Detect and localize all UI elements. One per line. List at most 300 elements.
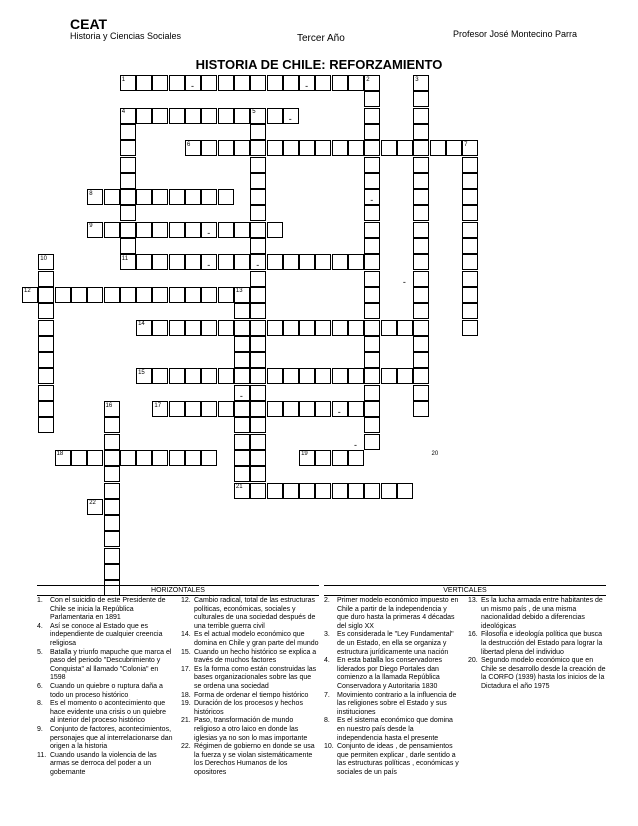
clue-number: 8 [89, 190, 93, 197]
crossword-cell[interactable] [104, 564, 120, 580]
crossword-cell[interactable] [250, 450, 266, 466]
crossword-cell[interactable] [104, 515, 120, 531]
crossword-cell[interactable] [462, 222, 478, 238]
crossword-cell[interactable] [169, 189, 185, 205]
word-separator: - [354, 439, 357, 450]
clue-item-number: 20. [468, 657, 478, 665]
crossword-cell[interactable] [120, 173, 136, 189]
crossword-cell[interactable] [283, 140, 299, 156]
crossword-cell[interactable] [218, 140, 234, 156]
crossword-cell[interactable] [104, 417, 120, 433]
crossword-cell[interactable] [201, 401, 217, 417]
crossword-cell[interactable] [267, 254, 283, 270]
crossword-cell[interactable] [364, 205, 380, 221]
crossword-cell[interactable] [250, 238, 266, 254]
crossword-cell[interactable] [283, 368, 299, 384]
crossword-cell[interactable] [364, 320, 380, 336]
crossword-cell[interactable] [234, 75, 250, 91]
crossword-cell[interactable] [267, 401, 283, 417]
crossword-cell[interactable] [218, 108, 234, 124]
crossword-cell[interactable] [185, 189, 201, 205]
crossword-cell[interactable] [120, 157, 136, 173]
crossword-cell[interactable] [38, 320, 54, 336]
word-separator: - [207, 260, 211, 271]
crossword-cell[interactable] [364, 222, 380, 238]
crossword-cell[interactable] [38, 336, 54, 352]
crossword-cell[interactable] [413, 320, 429, 336]
crossword-cell[interactable] [136, 450, 152, 466]
crossword-cell[interactable] [104, 222, 120, 238]
clue-number: 3 [415, 76, 419, 83]
clue-item-text: Filosofía e ideología política que busca la destrucción del Estado para lograr la libertad plena del individuo [481, 631, 603, 656]
clue-number: 12 [24, 288, 31, 295]
crossword-cell[interactable] [299, 368, 315, 384]
crossword-cell[interactable] [413, 401, 429, 417]
crossword-cell[interactable] [201, 189, 217, 205]
crossword-cell[interactable] [413, 173, 429, 189]
vertical-clues-header: VERTICALES [324, 585, 606, 596]
crossword-cell[interactable] [397, 368, 413, 384]
vertical-clues-column-1 [324, 597, 460, 777]
crossword-cell[interactable] [413, 140, 429, 156]
crossword-cell[interactable] [169, 368, 185, 384]
crossword-cell[interactable] [234, 140, 250, 156]
crossword-cell[interactable] [348, 401, 364, 417]
clue-item [181, 700, 319, 717]
clue-item-number: 8. [324, 717, 330, 725]
crossword-cell[interactable] [364, 417, 380, 433]
crossword-cell[interactable] [364, 140, 380, 156]
crossword-cell[interactable] [462, 205, 478, 221]
crossword-cell[interactable] [413, 368, 429, 384]
crossword-cell[interactable] [185, 320, 201, 336]
crossword-cell[interactable] [430, 140, 446, 156]
crossword-cell[interactable] [315, 140, 331, 156]
crossword-cell[interactable] [283, 320, 299, 336]
crossword-cell[interactable] [462, 271, 478, 287]
clue-item-number: 1. [37, 597, 43, 604]
clue-item-text: En esta batalla los conservadores liderados por Diego Portales dan comienzo a la llamada República Conservadora y Autoritaria 1830 [337, 657, 443, 690]
clue-item [181, 717, 319, 743]
word-separator: - [288, 113, 292, 124]
crossword-cell[interactable] [397, 483, 413, 499]
crossword-cell[interactable] [169, 450, 185, 466]
crossword-cell[interactable] [348, 320, 364, 336]
crossword-cell[interactable] [267, 483, 283, 499]
crossword-cell[interactable] [413, 108, 429, 124]
crossword-cell[interactable] [152, 108, 168, 124]
crossword-cell[interactable] [218, 189, 234, 205]
crossword-cell[interactable] [364, 238, 380, 254]
crossword-cell[interactable] [250, 352, 266, 368]
crossword-cell[interactable] [136, 189, 152, 205]
crossword-cell[interactable] [120, 124, 136, 140]
crossword-cell[interactable] [332, 483, 348, 499]
crossword-cell[interactable] [169, 108, 185, 124]
crossword-cell[interactable] [332, 75, 348, 91]
clue-item-text: Forma de ordenar el tiempo histórico [194, 691, 309, 699]
teacher-name: Profesor José Montecino Parra [453, 29, 578, 39]
clue-item-number: 4. [37, 622, 43, 630]
crossword-cell[interactable] [152, 254, 168, 270]
crossword-cell[interactable] [169, 254, 185, 270]
crossword-cell[interactable] [120, 450, 136, 466]
clue-number: 10 [40, 255, 47, 262]
clue-number: 1 [121, 76, 126, 83]
crossword-cell[interactable] [283, 254, 299, 270]
crossword-cell[interactable] [250, 189, 266, 205]
crossword-cell[interactable] [218, 287, 234, 303]
crossword-cell[interactable] [38, 385, 54, 401]
crossword-cell[interactable] [413, 352, 429, 368]
crossword-cell[interactable] [38, 417, 54, 433]
clue-item-number: 11. [37, 751, 47, 759]
crossword-cell[interactable] [364, 368, 380, 384]
crossword-cell[interactable] [169, 75, 185, 91]
crossword-cell[interactable] [201, 108, 217, 124]
crossword-cell[interactable] [250, 417, 266, 433]
crossword-cell[interactable] [55, 287, 71, 303]
crossword-cell[interactable] [234, 401, 250, 417]
crossword-cell[interactable] [218, 401, 234, 417]
clue-item [324, 692, 460, 718]
crossword-cell[interactable] [250, 205, 266, 221]
school-name: CEAT [70, 16, 108, 32]
clue-item-text: Con el suicidio de este Presidente de Chile se inicia la República Parlamentaria en 1891 [50, 597, 166, 622]
crossword-cell[interactable] [234, 108, 250, 124]
crossword-cell[interactable] [71, 450, 87, 466]
crossword-cell[interactable] [299, 401, 315, 417]
clue-item-number: 3. [324, 631, 330, 639]
crossword-cell[interactable] [104, 531, 120, 547]
crossword-cell[interactable] [267, 75, 283, 91]
clue-item [37, 649, 173, 683]
clue-number: 2 [366, 76, 370, 83]
crossword-cell[interactable] [283, 401, 299, 417]
crossword-cell[interactable] [250, 303, 266, 319]
crossword-cell[interactable] [299, 140, 315, 156]
crossword-cell[interactable] [136, 75, 152, 91]
crossword-cell[interactable] [104, 466, 120, 482]
crossword-cell[interactable] [120, 140, 136, 156]
crossword-cell[interactable] [136, 222, 152, 238]
crossword-cell[interactable] [201, 368, 217, 384]
crossword-cell[interactable] [364, 271, 380, 287]
crossword-cell[interactable] [267, 108, 283, 124]
crossword-cell[interactable] [381, 368, 397, 384]
crossword-cell[interactable] [413, 91, 429, 107]
clue-item-text: Paso, transformación de mundo religioso a otro laico en donde las iglesias ya no son lo mas importante [194, 717, 308, 742]
clue-item [37, 700, 173, 726]
crossword-cell[interactable] [136, 108, 152, 124]
crossword-cell[interactable] [234, 254, 250, 270]
crossword-cell[interactable] [185, 254, 201, 270]
crossword-cell[interactable] [250, 434, 266, 450]
crossword-cell[interactable] [218, 320, 234, 336]
crossword-cell[interactable] [120, 287, 136, 303]
crossword-cell[interactable] [413, 238, 429, 254]
crossword-cell[interactable] [234, 466, 250, 482]
clue-item-text: Segundo modelo económico que en Chile se desarrollo desde la creación de la CORFO (1939) hasta los inicios de la Dictadura el año 1975 [481, 657, 606, 690]
crossword-cell[interactable] [381, 483, 397, 499]
crossword-cell[interactable] [315, 450, 331, 466]
crossword-cell[interactable] [169, 401, 185, 417]
clue-item [324, 597, 460, 631]
crossword-cell[interactable] [234, 450, 250, 466]
crossword-cell[interactable] [364, 108, 380, 124]
crossword-cell[interactable] [315, 75, 331, 91]
crossword-cell[interactable] [201, 287, 217, 303]
clue-item-text: Cuando un quiebre o ruptura daña a todo un proceso histórico [50, 682, 163, 699]
crossword-cell[interactable] [267, 222, 283, 238]
crossword-cell[interactable] [120, 222, 136, 238]
crossword-cell[interactable] [348, 483, 364, 499]
clue-number: 6 [187, 141, 191, 148]
clue-item-text: Es la lucha armada entre habitantes de un mismo país , de una misma nacionalidad debido a diferencias ideológicas [481, 597, 603, 630]
crossword-cell[interactable] [201, 450, 217, 466]
crossword-cell[interactable] [152, 450, 168, 466]
crossword-cell[interactable] [364, 254, 380, 270]
crossword-cell[interactable] [104, 189, 120, 205]
crossword-cell[interactable] [397, 320, 413, 336]
clue-item [324, 717, 460, 743]
crossword-cell[interactable] [348, 254, 364, 270]
clue-number: 4 [121, 109, 126, 116]
crossword-cell[interactable] [250, 140, 266, 156]
crossword-cell[interactable] [234, 368, 250, 384]
crossword-cell[interactable] [218, 222, 234, 238]
crossword-cell[interactable] [267, 368, 283, 384]
horizontal-clues-column-1 [37, 597, 173, 777]
crossword-cell[interactable] [267, 320, 283, 336]
crossword-cell[interactable] [218, 75, 234, 91]
crossword-cell[interactable] [234, 417, 250, 433]
crossword-cell[interactable] [71, 287, 87, 303]
crossword-cell[interactable] [364, 385, 380, 401]
crossword-cell[interactable] [250, 157, 266, 173]
crossword-cell[interactable] [250, 466, 266, 482]
crossword-cell[interactable] [364, 287, 380, 303]
crossword-cell[interactable] [38, 287, 54, 303]
clue-item-number: 14. [181, 631, 191, 639]
crossword-cell[interactable] [185, 222, 201, 238]
crossword-cell[interactable] [38, 401, 54, 417]
clue-item-text: Así se conoce al Estado que es independiente de cualquier creencia religiosa [50, 622, 163, 647]
crossword-cell[interactable] [348, 75, 364, 91]
crossword-cell[interactable] [413, 336, 429, 352]
crossword-cell[interactable] [364, 303, 380, 319]
crossword-cell[interactable] [413, 303, 429, 319]
crossword-cell[interactable] [87, 287, 103, 303]
crossword-cell[interactable] [250, 287, 266, 303]
crossword-cell[interactable] [104, 450, 120, 466]
clue-item-number: 13. [468, 597, 478, 604]
crossword-cell[interactable] [218, 254, 234, 270]
crossword-cell[interactable] [348, 450, 364, 466]
horizontal-clues-column-2 [181, 597, 319, 777]
crossword-cell[interactable] [152, 368, 168, 384]
crossword-cell[interactable] [136, 287, 152, 303]
crossword-cell[interactable] [413, 189, 429, 205]
crossword-cell[interactable] [185, 108, 201, 124]
crossword-cell[interactable] [104, 548, 120, 564]
clue-number: 20 [431, 451, 439, 458]
crossword-cell[interactable] [413, 385, 429, 401]
crossword-cell[interactable] [120, 189, 136, 205]
crossword-cell[interactable] [348, 140, 364, 156]
clue-item-number: 9. [37, 725, 43, 733]
crossword-cell[interactable] [315, 483, 331, 499]
crossword-cell[interactable] [234, 320, 250, 336]
crossword-cell[interactable] [185, 401, 201, 417]
crossword-cell[interactable] [250, 124, 266, 140]
clue-item-number: 10. [324, 743, 334, 751]
crossword-cell[interactable] [315, 320, 331, 336]
crossword-cell[interactable] [38, 352, 54, 368]
crossword-cell[interactable] [201, 320, 217, 336]
crossword-cell[interactable] [348, 368, 364, 384]
crossword-cell[interactable] [413, 205, 429, 221]
crossword-cell[interactable] [315, 254, 331, 270]
crossword-cell[interactable] [462, 254, 478, 270]
clue-item-text: Cambio radical, total de las estructuras políticas, económicas, sociales y culturales de una sociedad después de una terrible guerra civil [194, 597, 316, 630]
crossword-cell[interactable] [250, 222, 266, 238]
clue-item-number: 22. [181, 743, 191, 751]
crossword-cell[interactable] [364, 483, 380, 499]
crossword-cell[interactable] [283, 483, 299, 499]
crossword-cell[interactable] [234, 434, 250, 450]
crossword-cell[interactable] [364, 124, 380, 140]
crossword-cell[interactable] [332, 140, 348, 156]
crossword-cell[interactable] [152, 189, 168, 205]
crossword-cell[interactable] [462, 157, 478, 173]
clue-item-number: 7. [324, 691, 330, 699]
crossword-cell[interactable] [462, 189, 478, 205]
crossword-cell[interactable] [299, 320, 315, 336]
crossword-cell[interactable] [413, 271, 429, 287]
clue-number: 15 [138, 369, 145, 376]
crossword-cell[interactable] [364, 157, 380, 173]
crossword-cell[interactable] [136, 254, 152, 270]
crossword-cell[interactable] [267, 140, 283, 156]
crossword-cell[interactable] [283, 75, 299, 91]
crossword-cell[interactable] [332, 320, 348, 336]
crossword-cell[interactable] [250, 173, 266, 189]
crossword-cell[interactable] [38, 368, 54, 384]
crossword-cell[interactable] [364, 401, 380, 417]
word-separator: - [191, 81, 194, 91]
crossword-cell[interactable] [364, 336, 380, 352]
crossword-cell[interactable] [413, 287, 429, 303]
crossword-cell[interactable] [185, 450, 201, 466]
crossword-cell[interactable] [152, 75, 168, 91]
crossword-cell[interactable] [364, 173, 380, 189]
crossword-cell[interactable] [397, 140, 413, 156]
word-separator: - [337, 407, 341, 417]
crossword-cell[interactable] [250, 320, 266, 336]
clue-number: 16 [105, 402, 113, 409]
crossword-cell[interactable] [250, 368, 266, 384]
crossword-cell[interactable] [250, 336, 266, 352]
crossword-cell[interactable] [250, 271, 266, 287]
crossword-cell[interactable] [152, 320, 168, 336]
crossword-cell[interactable] [38, 271, 54, 287]
crossword-cell[interactable] [299, 254, 315, 270]
crossword-cell[interactable] [364, 91, 380, 107]
crossword-cell[interactable] [381, 140, 397, 156]
crossword-cell[interactable] [413, 157, 429, 173]
clue-number: 13 [235, 288, 243, 295]
crossword-cell[interactable] [234, 303, 250, 319]
crossword-cell[interactable] [462, 238, 478, 254]
crossword-cell[interactable] [250, 385, 266, 401]
clue-item [181, 597, 319, 631]
clue-item-text: Es el momento o acontecimiento que hace evidente una crisis o un quiebre al interior del proceso histórico [50, 700, 166, 725]
crossword-cell[interactable] [38, 303, 54, 319]
crossword-cell[interactable] [169, 287, 185, 303]
crossword-cell[interactable] [364, 352, 380, 368]
crossword-cell[interactable] [250, 401, 266, 417]
clue-item [468, 657, 608, 691]
crossword-cell[interactable] [185, 368, 201, 384]
crossword-cell[interactable] [234, 336, 250, 352]
crossword-cell[interactable] [315, 368, 331, 384]
crossword-cell[interactable] [462, 320, 478, 336]
crossword-cell[interactable] [381, 320, 397, 336]
crossword-cell[interactable] [218, 368, 234, 384]
crossword-cell[interactable] [104, 499, 120, 515]
crossword-cell[interactable] [332, 254, 348, 270]
crossword-cell[interactable] [152, 222, 168, 238]
crossword-cell[interactable] [185, 287, 201, 303]
subject-name: Historia y Ciencias Sociales [70, 31, 182, 41]
clue-item [181, 666, 319, 692]
crossword-cell[interactable] [364, 434, 380, 450]
crossword-cell[interactable] [462, 287, 478, 303]
crossword-cell[interactable] [299, 483, 315, 499]
crossword-cell[interactable] [201, 140, 217, 156]
crossword-cell[interactable] [446, 140, 462, 156]
crossword-cell[interactable] [169, 320, 185, 336]
crossword-cell[interactable] [462, 303, 478, 319]
course-name: Tercer Año [297, 33, 345, 44]
crossword-cell[interactable] [332, 368, 348, 384]
crossword-cell[interactable] [104, 287, 120, 303]
crossword-cell[interactable] [201, 75, 217, 91]
clue-number: 21 [235, 484, 243, 490]
crossword-cell[interactable] [462, 173, 478, 189]
clue-item-text: Cuando usando la violencia de las armas se derroca del poder a un gobernante [50, 751, 157, 776]
crossword-cell[interactable] [234, 222, 250, 238]
clue-number: 17 [154, 402, 162, 409]
crossword-cell[interactable] [250, 483, 266, 499]
crossword-cell[interactable] [315, 401, 331, 417]
clue-item [468, 597, 608, 631]
crossword-cell[interactable] [413, 124, 429, 140]
crossword-cell[interactable] [120, 238, 136, 254]
crossword-cell[interactable] [87, 450, 103, 466]
crossword-cell[interactable] [234, 352, 250, 368]
crossword-cell[interactable] [250, 75, 266, 91]
crossword-cell[interactable] [169, 222, 185, 238]
crossword-cell[interactable] [104, 483, 120, 499]
crossword-cell[interactable] [413, 222, 429, 238]
crossword-cell[interactable] [104, 434, 120, 450]
crossword-cell[interactable] [152, 287, 168, 303]
crossword-cell[interactable] [120, 205, 136, 221]
crossword-cell[interactable] [332, 450, 348, 466]
crossword-cell[interactable] [413, 254, 429, 270]
